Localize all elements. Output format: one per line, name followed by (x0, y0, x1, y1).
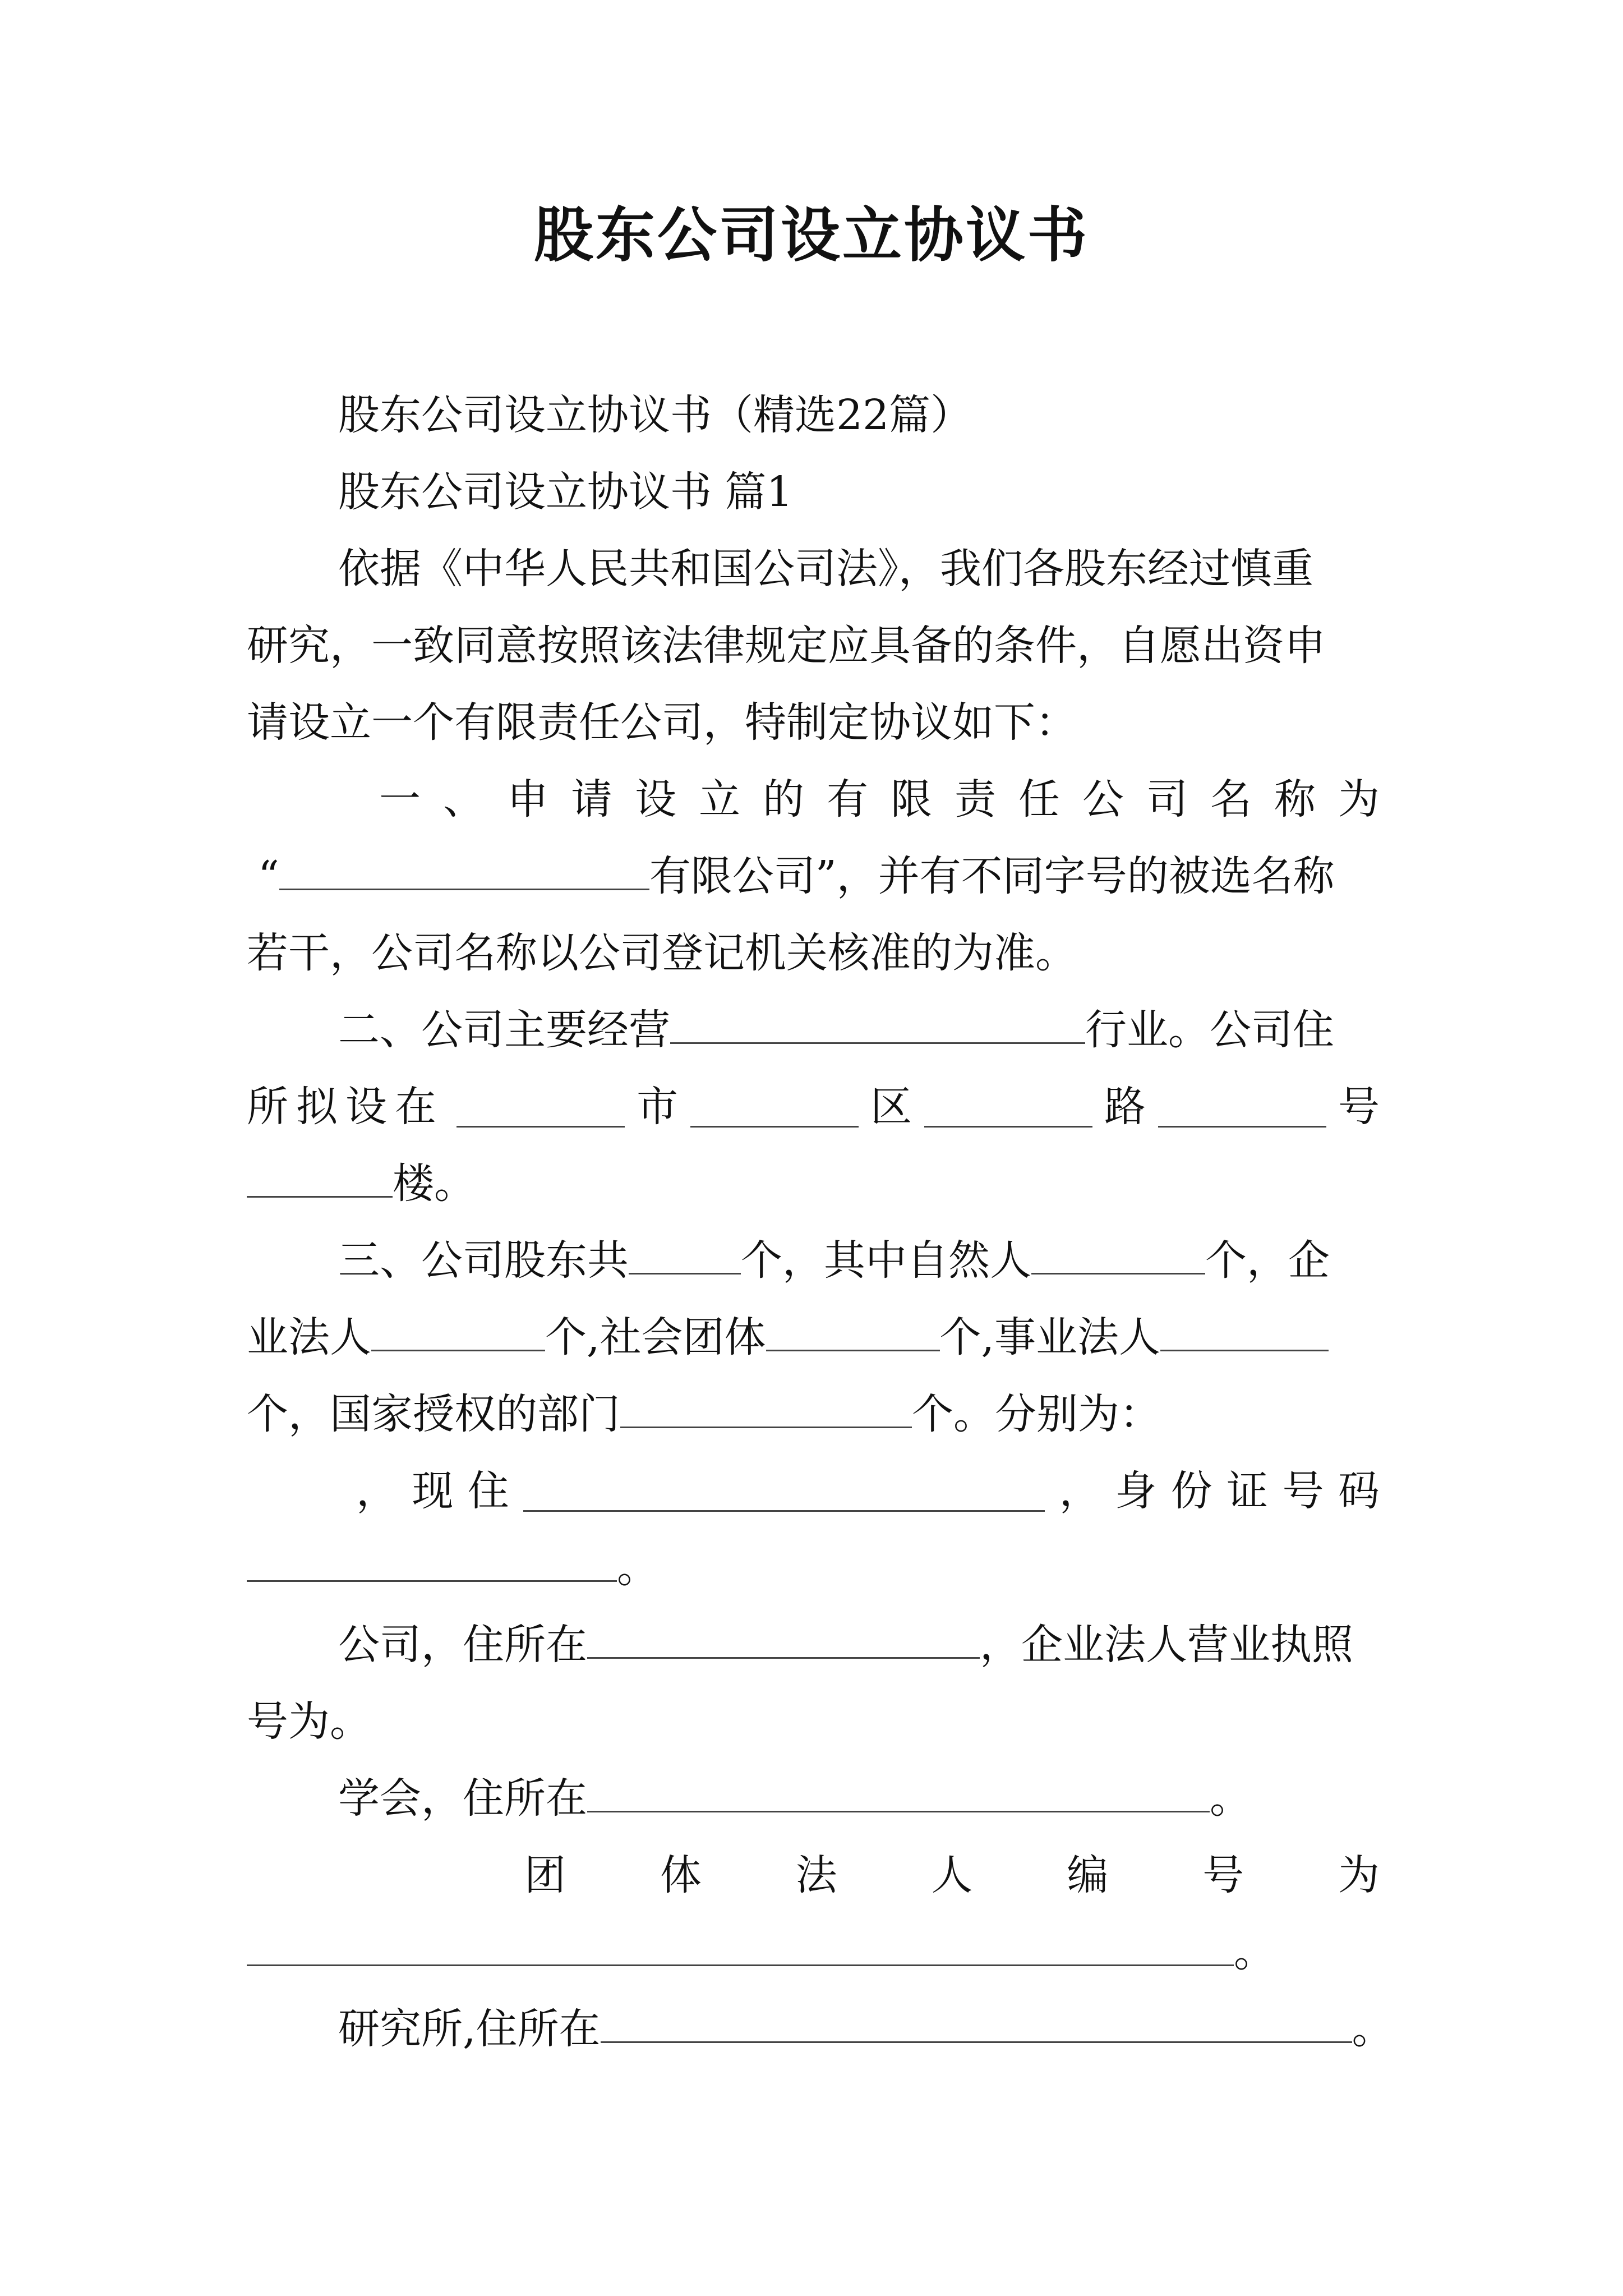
clause2-line-2: 所拟设在 市 区 路 号 (247, 1083, 1380, 1131)
section-heading: 股东公司设立协议书 篇1 (338, 468, 793, 516)
business-blank (670, 1042, 1085, 1044)
society-line-1: 学会，住所在 。 (338, 1774, 1251, 1823)
clause3-line-1: 三、公司股东共 个，其中自然人 个，企 (338, 1236, 1330, 1285)
intro-line-1: 依据《中华人民共和国公司法》，我们各股东经过慎重 (338, 545, 1313, 593)
clause3-line-2: 业法人 个,社会团体 个,事业法人 (247, 1317, 1329, 1358)
intro-line-3: 请设立一个有限责任公司，特制定协议如下： (247, 698, 1077, 747)
resident-line-2: 。 (247, 1547, 658, 1589)
clause1-line-1: 一 、 申 请 设 立 的 有 限 责 任 公 司 名 称 为 (379, 775, 1380, 823)
company-name-blank (279, 888, 649, 890)
intro-line-2: 研究，一致同意按照该法律规定应具备的条件，自愿出资申 (247, 622, 1326, 670)
document-title: 股东公司设立协议书 (534, 200, 1089, 270)
clause1-line-2: “ 有限公司”，并有不同字号的被选名称 (258, 852, 1335, 900)
society-line-2: 团 体 法 人 编 号 为 (524, 1851, 1380, 1899)
clause2-line-3: 楼。 (247, 1163, 476, 1204)
company-line-1: 公司，住所在 ，企业法人营业执照 (338, 1621, 1353, 1669)
institute-line-1: 研究所,住所在 。 (338, 2005, 1394, 2053)
company-line-2: 号为。 (247, 1697, 371, 1746)
document-subtitle: 股东公司设立协议书（精选22篇） (338, 391, 972, 439)
resident-line-1: ， 现 住 ， 身 份 证 号 码 (356, 1467, 1380, 1515)
society-line-3: 。 (247, 1931, 1275, 1973)
clause2-line-1: 二、公司主要经营 行业。公司住 (338, 1006, 1334, 1054)
clause3-line-3: 个，国家授权的部门 个。分别为： (247, 1390, 1161, 1438)
clause1-line-3: 若干，公司名称以公司登记机关核准的为准。 (247, 929, 1077, 977)
